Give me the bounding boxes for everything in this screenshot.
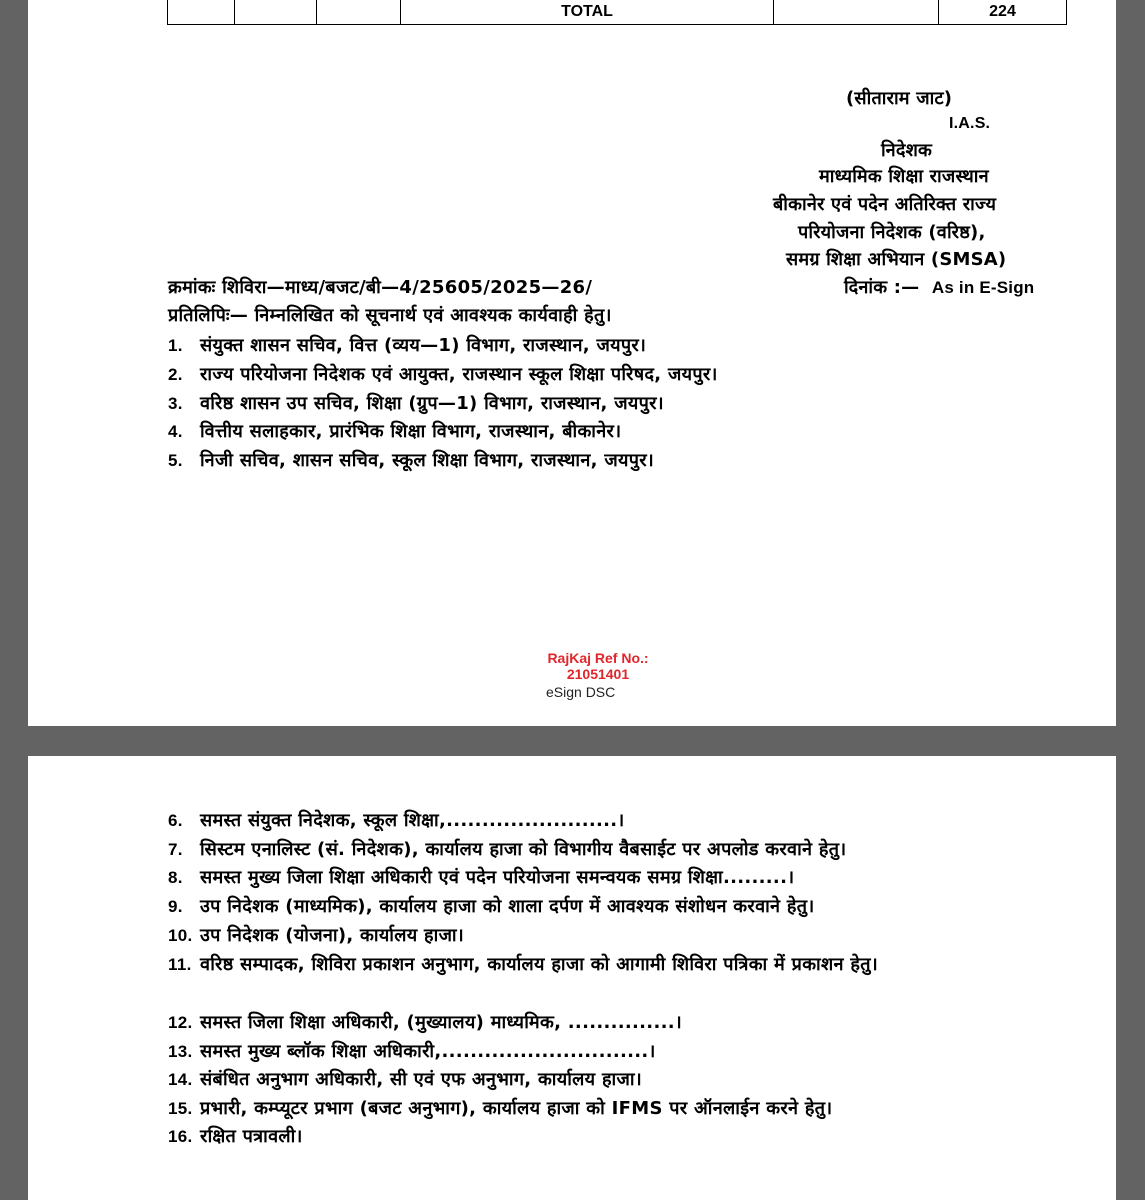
list-item (168, 950, 1030, 979)
item-number: 7. (168, 840, 183, 859)
total-table (167, 0, 1067, 25)
item-text: समस्त संयुक्त निदेशक, स्कूल शिक्षा,........................। (200, 810, 625, 831)
item-text: रक्षित पत्रावली। (200, 1126, 303, 1147)
item-text: समस्त जिला शिक्षा अधिकारी, (मुख्यालय) माध्यमिक, ...............। (200, 1012, 682, 1033)
signatory-office-line: माध्यमिक शिक्षा राजस्थान (819, 166, 989, 187)
item-text: संयुक्त शासन सचिव, वित्त (व्यय—1) विभाग, राजस्थान, जयपुर। (200, 335, 647, 356)
item-text: राज्य परियोजना निदेशक एवं आयुक्त, राजस्थान स्कूल शिक्षा परिषद, जयपुर। (200, 364, 718, 385)
esign-dsc-label: eSign DSC (546, 684, 616, 700)
list-item (168, 333, 646, 357)
item-number: 1. (168, 336, 183, 355)
item-text: उप निदेशक (माध्यमिक), कार्यालय हाजा को शाला दर्पण में आवश्यक संशोधन करवाने हेतु। (200, 896, 815, 917)
item-number: 3. (168, 394, 183, 413)
list-item (168, 837, 846, 861)
signatory-office-line: समग्र शिक्षा अभियान (SMSA) (786, 249, 1007, 270)
table-cell (774, 0, 939, 25)
list-item (168, 1010, 682, 1034)
item-number: 11. (168, 955, 192, 974)
item-text: समस्त मुख्य जिला शिक्षा अधिकारी एवं पदेन परियोजना समन्वयक समग्र शिक्षा.........। (200, 867, 795, 888)
item-text: सिस्टम एनालिस्ट (सं. निदेशक), कार्यालय हाजा को विभागीय वैबसाईट पर अपलोड करवाने हेतु। (200, 839, 847, 860)
item-number: 6. (168, 811, 183, 830)
esign-block (528, 650, 668, 700)
list-item (168, 808, 625, 832)
list-item (168, 448, 654, 472)
rajkaj-ref-label: RajKaj Ref No.: (547, 650, 649, 666)
date-value: As in E-Sign (931, 278, 1035, 297)
signatory-service: I.A.S. (949, 115, 991, 132)
copy-heading: प्रतिलिपिः— निम्नलिखित को सूचनार्थ एवं आवश्यक कार्यवाही हेतु। (168, 305, 612, 326)
item-text: निजी सचिव, शासन सचिव, स्कूल शिक्षा विभाग, राजस्थान, जयपुर। (200, 450, 655, 471)
item-number: 8. (168, 868, 183, 887)
item-number: 4. (168, 422, 183, 441)
total-value: 224 (939, 0, 1067, 25)
list-item (168, 1067, 642, 1091)
document-page-1 (28, 0, 1116, 726)
list-item (168, 419, 621, 443)
item-number: 9. (168, 897, 183, 916)
total-row (168, 0, 1067, 25)
item-text: समस्त मुख्य ब्लॉक शिक्षा अधिकारी,.............................। (200, 1041, 656, 1062)
item-number: 13. (168, 1042, 193, 1061)
item-text: वरिष्ठ शासन उप सचिव, शिक्षा (ग्रुप—1) विभाग, राजस्थान, जयपुर। (200, 393, 664, 414)
item-text: प्रभारी, कम्प्यूटर प्रभाग (बजट अनुभाग), कार्यालय हाजा को IFMS पर ऑनलाईन करने हेतु। (200, 1098, 833, 1119)
signatory-office-line: परियोजना निदेशक (वरिष्ठ), (798, 222, 986, 243)
signatory-designation: निदेशक (881, 140, 933, 161)
item-number: 14. (168, 1070, 193, 1089)
list-item (168, 923, 464, 947)
table-cell (317, 0, 401, 25)
list-item (168, 362, 718, 386)
list-item (168, 865, 794, 889)
list-item (168, 1096, 832, 1120)
item-number: 12. (168, 1013, 193, 1032)
item-number: 16. (168, 1127, 193, 1146)
list-item (168, 1124, 303, 1148)
item-number: 2. (168, 365, 183, 384)
total-label: TOTAL (401, 0, 774, 25)
item-text: वरिष्ठ सम्पादक, शिविरा प्रकाशन अनुभाग, कार्यालय हाजा को आगामी शिविरा पत्रिका में प्रकाशन हेतु। (200, 954, 878, 975)
document-page-2 (28, 756, 1116, 1200)
item-text: संबंधित अनुभाग अधिकारी, सी एवं एफ अनुभाग, कार्यालय हाजा। (200, 1069, 642, 1090)
list-item (168, 894, 814, 918)
item-text: वित्तीय सलाहकार, प्रारंभिक शिक्षा विभाग, राजस्थान, बीकानेर। (200, 421, 622, 442)
list-item (168, 1039, 656, 1063)
list-item (168, 391, 664, 415)
date-label: दिनांक :— (844, 277, 920, 298)
order-number: क्रमांकः शिविरा—माध्य/बजट/बी—4/25605/2025—26/ (168, 277, 593, 298)
date-line (844, 275, 1034, 299)
signatory-name: (सीताराम जाट) (846, 88, 953, 109)
signatory-office-line: बीकानेर एवं पदेन अतिरिक्त राज्य (773, 194, 997, 215)
item-number: 10. (168, 926, 193, 945)
table-cell (168, 0, 235, 25)
item-text: उप निदेशक (योजना), कार्यालय हाजा। (200, 925, 465, 946)
item-number: 15. (168, 1099, 193, 1118)
table-cell (235, 0, 317, 25)
rajkaj-ref-number: 21051401 (566, 666, 630, 682)
item-number: 5. (168, 451, 183, 470)
